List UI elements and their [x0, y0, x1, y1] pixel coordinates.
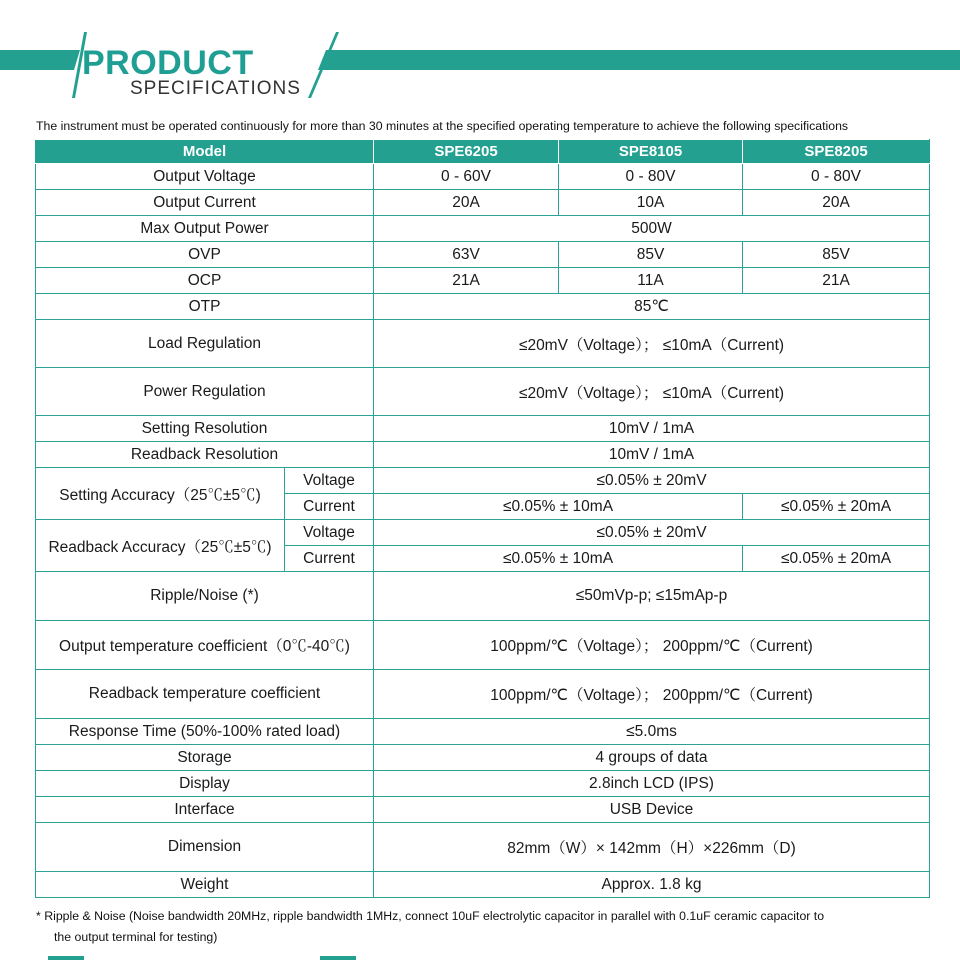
label-interface: Interface — [36, 797, 374, 823]
label-ovp: OVP — [36, 242, 374, 268]
value-readback-resolution: 10mV / 1mA — [374, 442, 930, 468]
bottom-decoration-right — [320, 956, 356, 960]
value-spe8205: 0 - 80V — [743, 164, 930, 190]
value-spe8105: 11A — [559, 268, 743, 294]
label-storage: Storage — [36, 745, 374, 771]
value-spe6205: 20A — [374, 190, 559, 216]
row-interface — [36, 797, 930, 823]
header-spe8205: SPE8205 — [743, 140, 930, 164]
value-setting-accuracy-voltage: ≤0.05% ± 20mV — [374, 468, 930, 494]
value-spe6205: 63V — [374, 242, 559, 268]
sublabel-voltage: Voltage — [285, 468, 374, 494]
value-load-regulation: ≤20mV（Voltage）； ≤10mA（Current) — [374, 320, 930, 368]
header-spe6205: SPE6205 — [374, 140, 559, 164]
value-readback-accuracy-current-a: ≤0.05% ± 10mA — [374, 546, 743, 572]
label-output-temp-coef: Output temperature coefficient（0℃-40℃) — [36, 621, 374, 670]
label-output-current: Output Current — [36, 190, 374, 216]
value-spe8105: 10A — [559, 190, 743, 216]
header-row — [36, 140, 930, 164]
row-readback-resolution — [36, 442, 930, 468]
header-spe8105: SPE8105 — [559, 140, 743, 164]
value-dimension: 82mm（W）× 142mm（H）×226mm（D) — [374, 823, 930, 872]
footnote-line-2: the output terminal for testing) — [54, 930, 218, 944]
row-otp — [36, 294, 930, 320]
label-display: Display — [36, 771, 374, 797]
value-weight: Approx. 1.8 kg — [374, 872, 930, 898]
label-readback-accuracy: Readback Accuracy（25℃±5℃) — [36, 520, 285, 572]
value-spe8205: 20A — [743, 190, 930, 216]
value-readback-accuracy-current-b: ≤0.05% ± 20mA — [743, 546, 930, 572]
row-power-regulation — [36, 368, 930, 416]
value-spe8105: 85V — [559, 242, 743, 268]
label-setting-resolution: Setting Resolution — [36, 416, 374, 442]
value-setting-accuracy-current-b: ≤0.05% ± 20mA — [743, 494, 930, 520]
value-storage: 4 groups of data — [374, 745, 930, 771]
label-weight: Weight — [36, 872, 374, 898]
value-response-time: ≤5.0ms — [374, 719, 930, 745]
bottom-decoration-left — [48, 956, 84, 960]
header-model: Model — [36, 140, 374, 164]
footnote-line-1: * Ripple & Noise (Noise bandwidth 20MHz, ripple bandwidth 1MHz, connect 10uF electrolytic capacitor in parallel with 0.1uF ceramic capacitor to — [36, 909, 825, 923]
operating-note: The instrument must be operated continuously for more than 30 minutes at the specified operating temperature to achieve the following specifications — [36, 119, 849, 133]
value-spe8205: 21A — [743, 268, 930, 294]
value-power-regulation: ≤20mV（Voltage）； ≤10mA（Current) — [374, 368, 930, 416]
row-dimension — [36, 823, 930, 872]
row-load-regulation — [36, 320, 930, 368]
row-output-temp-coef — [36, 621, 930, 670]
row-display — [36, 771, 930, 797]
row-ovp — [36, 242, 930, 268]
title-specifications: SPECIFICATIONS — [130, 78, 301, 99]
row-output-current — [36, 190, 930, 216]
banner-bar-left — [0, 50, 80, 70]
label-response-time: Response Time (50%-100% rated load) — [36, 719, 374, 745]
value-otp: 85℃ — [374, 294, 930, 320]
row-weight — [36, 872, 930, 898]
value-max-power: 500W — [374, 216, 930, 242]
row-readback-temp-coef — [36, 670, 930, 719]
label-load-regulation: Load Regulation — [36, 320, 374, 368]
row-setting-accuracy-voltage — [36, 468, 930, 494]
row-max-power — [36, 216, 930, 242]
value-output-temp-coef: 100ppm/℃（Voltage）； 200ppm/℃（Current) — [374, 621, 930, 670]
value-interface: USB Device — [374, 797, 930, 823]
row-setting-resolution — [36, 416, 930, 442]
banner-bar-right — [318, 50, 960, 70]
value-setting-accuracy-current-a: ≤0.05% ± 10mA — [374, 494, 743, 520]
row-storage — [36, 745, 930, 771]
value-readback-temp-coef: 100ppm/℃（Voltage）； 200ppm/℃（Current) — [374, 670, 930, 719]
value-setting-resolution: 10mV / 1mA — [374, 416, 930, 442]
label-setting-accuracy: Setting Accuracy（25℃±5℃) — [36, 468, 285, 520]
label-power-regulation: Power Regulation — [36, 368, 374, 416]
value-display: 2.8inch LCD (IPS) — [374, 771, 930, 797]
label-readback-resolution: Readback Resolution — [36, 442, 374, 468]
value-spe8205: 85V — [743, 242, 930, 268]
sublabel-current: Current — [285, 494, 374, 520]
label-ocp: OCP — [36, 268, 374, 294]
row-output-voltage — [36, 164, 930, 190]
sublabel-current: Current — [285, 546, 374, 572]
sublabel-voltage: Voltage — [285, 520, 374, 546]
label-ripple-noise: Ripple/Noise (*) — [36, 572, 374, 621]
row-readback-accuracy-voltage — [36, 520, 930, 546]
title-product: PRODUCT — [82, 44, 254, 82]
label-otp: OTP — [36, 294, 374, 320]
spec-table — [35, 139, 930, 898]
footnote — [36, 906, 824, 948]
row-ocp — [36, 268, 930, 294]
label-max-power: Max Output Power — [36, 216, 374, 242]
label-readback-temp-coef: Readback temperature coefficient — [36, 670, 374, 719]
value-spe6205: 0 - 60V — [374, 164, 559, 190]
value-ripple-noise: ≤50mVp-p; ≤15mAp-p — [374, 572, 930, 621]
value-spe6205: 21A — [374, 268, 559, 294]
value-spe8105: 0 - 80V — [559, 164, 743, 190]
label-dimension: Dimension — [36, 823, 374, 872]
row-ripple-noise — [36, 572, 930, 621]
value-readback-accuracy-voltage: ≤0.05% ± 20mV — [374, 520, 930, 546]
label-output-voltage: Output Voltage — [36, 164, 374, 190]
row-response-time — [36, 719, 930, 745]
